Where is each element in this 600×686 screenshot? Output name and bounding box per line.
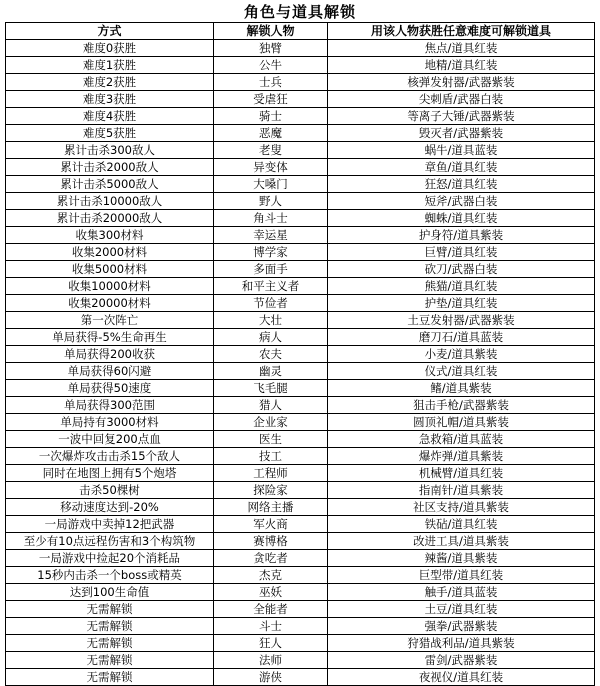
table-row xyxy=(6,91,595,108)
character-cell: 受虐狂 xyxy=(214,91,328,108)
item-cell: 等离子大锤/武器紫装 xyxy=(328,108,595,125)
table-row xyxy=(6,261,595,278)
character-cell: 幸运星 xyxy=(214,227,328,244)
item-cell: 爆炸弹/道具紫装 xyxy=(328,448,595,465)
character-cell: 和平主义者 xyxy=(214,278,328,295)
character-cell: 农夫 xyxy=(214,346,328,363)
item-cell: 章鱼/道具红装 xyxy=(328,159,595,176)
item-cell: 焦点/道具红装 xyxy=(328,40,595,57)
table-row xyxy=(6,652,595,669)
table-row xyxy=(6,499,595,516)
page-title: 角色与道具解锁 xyxy=(243,3,356,21)
character-cell: 医生 xyxy=(214,431,328,448)
table-row xyxy=(6,635,595,652)
character-cell: 公牛 xyxy=(214,57,328,74)
table-row xyxy=(6,312,595,329)
table-row xyxy=(6,618,595,635)
item-cell: 尖刺盾/武器白装 xyxy=(328,91,595,108)
method-cell: 难度4获胜 xyxy=(6,108,214,125)
table-row xyxy=(6,465,595,482)
character-cell: 大壮 xyxy=(214,312,328,329)
item-cell: 地精/道具红装 xyxy=(328,57,595,74)
table-row xyxy=(6,142,595,159)
table-row xyxy=(6,176,595,193)
table-header-row xyxy=(6,23,595,40)
item-cell: 短斧/武器白装 xyxy=(328,193,595,210)
character-cell: 狂人 xyxy=(214,635,328,652)
method-cell: 无需解锁 xyxy=(6,601,214,618)
item-cell: 土豆/道具红装 xyxy=(328,601,595,618)
item-cell: 仪式/道具红装 xyxy=(328,363,595,380)
method-cell: 单局获得300范围 xyxy=(6,397,214,414)
table-row xyxy=(6,567,595,584)
item-cell: 磨刀石/道具蓝装 xyxy=(328,329,595,346)
character-cell: 斗士 xyxy=(214,618,328,635)
method-cell: 至少有10点远程伤害和3个构筑物 xyxy=(6,533,214,550)
item-cell: 狂怒/道具红装 xyxy=(328,176,595,193)
item-cell: 巨型带/道具红装 xyxy=(328,567,595,584)
method-cell: 无需解锁 xyxy=(6,669,214,686)
character-cell: 异变体 xyxy=(214,159,328,176)
method-cell: 难度2获胜 xyxy=(6,74,214,91)
table-body xyxy=(6,40,595,686)
method-cell: 无需解锁 xyxy=(6,618,214,635)
item-cell: 核弹发射器/武器紫装 xyxy=(328,74,595,91)
table-row xyxy=(6,431,595,448)
method-cell: 单局获得200收获 xyxy=(6,346,214,363)
character-cell: 全能者 xyxy=(214,601,328,618)
header-method: 方式 xyxy=(6,23,214,40)
method-cell: 收集300材料 xyxy=(6,227,214,244)
table-row xyxy=(6,57,595,74)
method-cell: 收集2000材料 xyxy=(6,244,214,261)
item-cell: 小麦/道具紫装 xyxy=(328,346,595,363)
table-row xyxy=(6,516,595,533)
method-cell: 收集5000材料 xyxy=(6,261,214,278)
method-cell: 一局游戏中捡起20个消耗品 xyxy=(6,550,214,567)
method-cell: 同时在地图上拥有5个炮塔 xyxy=(6,465,214,482)
character-cell: 角斗士 xyxy=(214,210,328,227)
character-cell: 恶魔 xyxy=(214,125,328,142)
method-cell: 一波中回复200点血 xyxy=(6,431,214,448)
item-cell: 雷剑/武器紫装 xyxy=(328,652,595,669)
item-cell: 指南针/道具紫装 xyxy=(328,482,595,499)
table-row xyxy=(6,363,595,380)
table-row xyxy=(6,584,595,601)
item-cell: 土豆发射器/武器紫装 xyxy=(328,312,595,329)
table-row xyxy=(6,601,595,618)
table-row xyxy=(6,159,595,176)
item-cell: 社区支持/道具紫装 xyxy=(328,499,595,516)
method-cell: 难度0获胜 xyxy=(6,40,214,57)
method-cell: 无需解锁 xyxy=(6,635,214,652)
item-cell: 熊猫/道具红装 xyxy=(328,278,595,295)
character-cell: 游侠 xyxy=(214,669,328,686)
character-cell: 军火商 xyxy=(214,516,328,533)
unlock-table xyxy=(5,22,595,686)
item-cell: 圆顶礼帽/道具紫装 xyxy=(328,414,595,431)
character-cell: 士兵 xyxy=(214,74,328,91)
character-cell: 技工 xyxy=(214,448,328,465)
method-cell: 一局游戏中卖掉12把武器 xyxy=(6,516,214,533)
header-unlock-item: 用该人物获胜任意难度可解锁道具 xyxy=(328,23,595,40)
table-row xyxy=(6,550,595,567)
item-cell: 砍刀/武器白装 xyxy=(328,261,595,278)
item-cell: 触手/道具蓝装 xyxy=(328,584,595,601)
character-cell: 猎人 xyxy=(214,397,328,414)
character-cell: 企业家 xyxy=(214,414,328,431)
header-unlock-character: 解锁人物 xyxy=(214,23,328,40)
method-cell: 无需解锁 xyxy=(6,652,214,669)
item-cell: 护身符/道具紫装 xyxy=(328,227,595,244)
table-row xyxy=(6,295,595,312)
character-cell: 独臂 xyxy=(214,40,328,57)
item-cell: 护垫/道具红装 xyxy=(328,295,595,312)
method-cell: 累计击杀300敌人 xyxy=(6,142,214,159)
table-row xyxy=(6,193,595,210)
table-row xyxy=(6,669,595,686)
item-cell: 狙击手枪/武器紫装 xyxy=(328,397,595,414)
method-cell: 单局获得60闪避 xyxy=(6,363,214,380)
table-row xyxy=(6,533,595,550)
item-cell: 辣酱/道具紫装 xyxy=(328,550,595,567)
character-cell: 节俭者 xyxy=(214,295,328,312)
table-row xyxy=(6,380,595,397)
character-cell: 大嗓门 xyxy=(214,176,328,193)
character-cell: 多面手 xyxy=(214,261,328,278)
method-cell: 一次爆炸攻击击杀15个敌人 xyxy=(6,448,214,465)
item-cell: 蜗牛/道具蓝装 xyxy=(328,142,595,159)
table-row xyxy=(6,329,595,346)
character-cell: 病人 xyxy=(214,329,328,346)
method-cell: 单局获得50速度 xyxy=(6,380,214,397)
item-cell: 毁灭者/武器紫装 xyxy=(328,125,595,142)
method-cell: 难度1获胜 xyxy=(6,57,214,74)
method-cell: 单局持有3000材料 xyxy=(6,414,214,431)
character-cell: 赛博格 xyxy=(214,533,328,550)
table-row xyxy=(6,108,595,125)
method-cell: 收集20000材料 xyxy=(6,295,214,312)
method-cell: 累计击杀5000敌人 xyxy=(6,176,214,193)
character-cell: 杰克 xyxy=(214,567,328,584)
item-cell: 蜘蛛/道具红装 xyxy=(328,210,595,227)
character-cell: 老叟 xyxy=(214,142,328,159)
method-cell: 单局获得-5%生命再生 xyxy=(6,329,214,346)
method-cell: 达到100生命值 xyxy=(6,584,214,601)
table-row xyxy=(6,244,595,261)
item-cell: 急救箱/道具蓝装 xyxy=(328,431,595,448)
table-row xyxy=(6,397,595,414)
character-cell: 贪吃者 xyxy=(214,550,328,567)
item-cell: 巨臂/道具红装 xyxy=(328,244,595,261)
item-cell: 铁砧/道具红装 xyxy=(328,516,595,533)
item-cell: 强拳/武器紫装 xyxy=(328,618,595,635)
table-row xyxy=(6,448,595,465)
method-cell: 第一次阵亡 xyxy=(6,312,214,329)
item-cell: 改进工具/道具紫装 xyxy=(328,533,595,550)
item-cell: 鳍/道具紫装 xyxy=(328,380,595,397)
item-cell: 机械臂/道具红装 xyxy=(328,465,595,482)
character-cell: 飞毛腿 xyxy=(214,380,328,397)
method-cell: 难度5获胜 xyxy=(6,125,214,142)
table-row xyxy=(6,74,595,91)
character-cell: 骑士 xyxy=(214,108,328,125)
character-cell: 工程师 xyxy=(214,465,328,482)
table-row xyxy=(6,346,595,363)
character-cell: 野人 xyxy=(214,193,328,210)
method-cell: 难度3获胜 xyxy=(6,91,214,108)
method-cell: 击杀50棵树 xyxy=(6,482,214,499)
table-row xyxy=(6,414,595,431)
table-row xyxy=(6,278,595,295)
method-cell: 15秒内击杀一个boss或精英 xyxy=(6,567,214,584)
table-row xyxy=(6,482,595,499)
character-cell: 巫妖 xyxy=(214,584,328,601)
table-row xyxy=(6,210,595,227)
character-cell: 网络主播 xyxy=(214,499,328,516)
method-cell: 累计击杀10000敌人 xyxy=(6,193,214,210)
table-row xyxy=(6,227,595,244)
character-cell: 探险家 xyxy=(214,482,328,499)
method-cell: 累计击杀2000敌人 xyxy=(6,159,214,176)
method-cell: 累计击杀20000敌人 xyxy=(6,210,214,227)
method-cell: 移动速度达到-20% xyxy=(6,499,214,516)
character-cell: 法师 xyxy=(214,652,328,669)
method-cell: 收集10000材料 xyxy=(6,278,214,295)
table-row xyxy=(6,125,595,142)
character-cell: 幽灵 xyxy=(214,363,328,380)
character-cell: 博学家 xyxy=(214,244,328,261)
table-row xyxy=(6,40,595,57)
item-cell: 夜视仪/道具红装 xyxy=(328,669,595,686)
item-cell: 狩猎战利品/道具紫装 xyxy=(328,635,595,652)
